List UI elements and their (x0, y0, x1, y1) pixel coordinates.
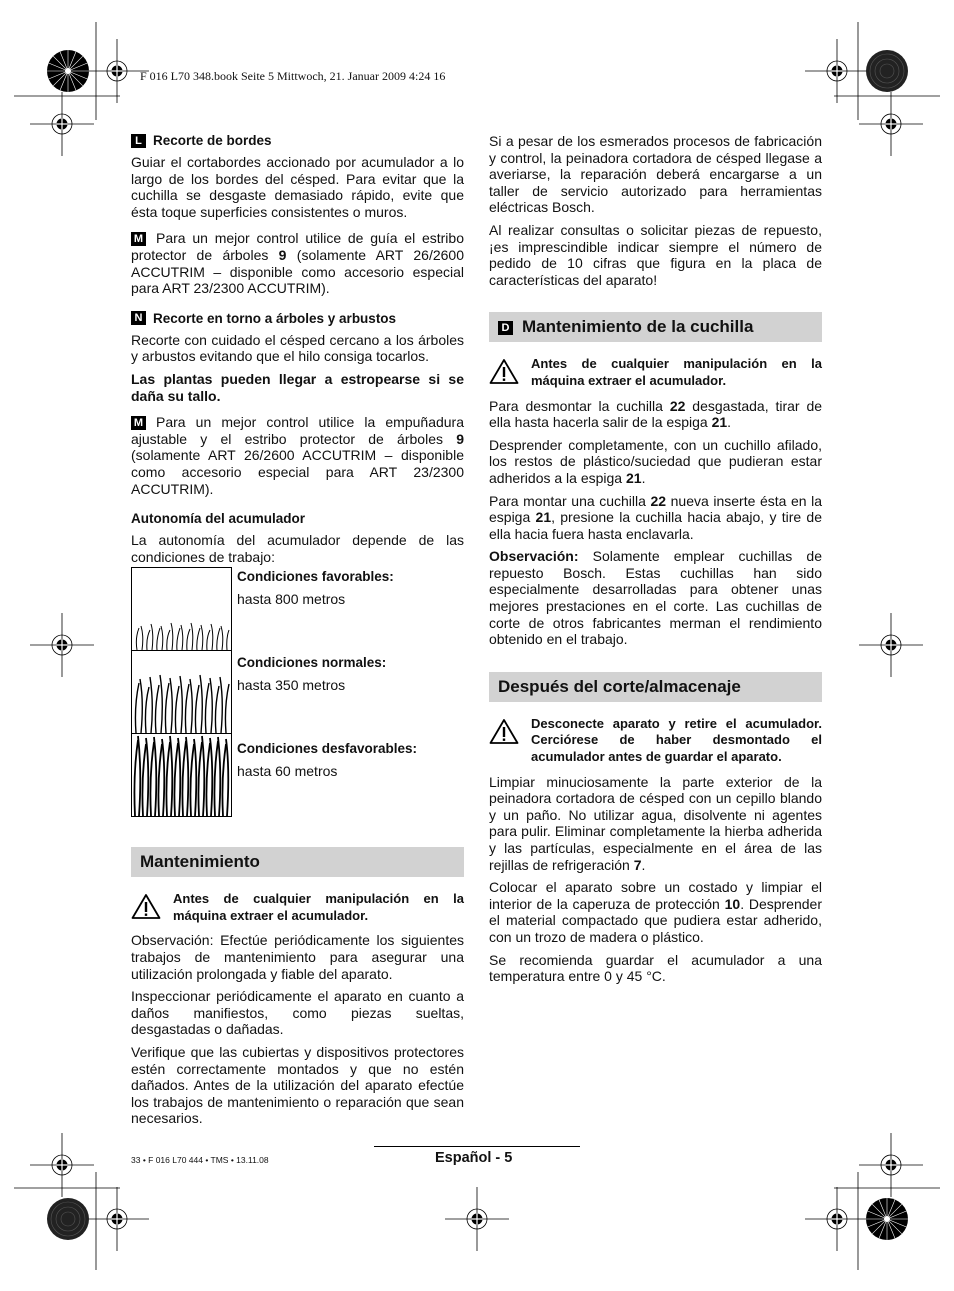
paragraph-colocar: Colocar el aparato sobre un costado y limpiar el interior de la caperuza de protección 10. Desprender el material compactado que pudiera estar adherido, con un trozo de madera o plástico. (489, 879, 822, 945)
paragraph-service: Si a pesar de los esmerados procesos de fabricación y control, la peinadora cortadora de césped llegase a averiarse, la reparación deberá encargarse a un taller de servicio autorizado para herramientas eléctricas Bosch. (489, 133, 822, 216)
paragraph-bordes: Guiar el cortabordes accionado por acumulador a lo largo de los bordes del césped. Para evitar que la cuchilla se desgaste demasiado rápido, evite que ésta toque superficies consistentes o muros. (131, 154, 464, 220)
paragraph-observacion: Observación: Solamente emplear cuchillas de repuesto Bosch. Estas cuchillas han sido especialmente desarrolladas para obtener unas mejores prestaciones en el corte. Las cuchillas de corte de otros fabricantes merman el rendimiento obtenido en el trabajo. (489, 548, 822, 648)
page-number: Español - 5 (435, 1150, 513, 1166)
subheading-recorte-arboles (131, 311, 464, 326)
figure-tag-d: D (498, 321, 513, 335)
warning-block (489, 356, 822, 389)
grass-illustrations (131, 567, 231, 825)
grass-short-icon (131, 567, 232, 650)
warning-text: Desconecte aparato y retire el acumulador. Cerciórese de haber desmontado el acumulador antes de guardar el aparato. (531, 715, 822, 765)
print-header: F 016 L70 348.book Seite 5 Mittwoch, 21. Januar 2009 4:24 16 (140, 69, 446, 83)
grass-tall-icon (131, 733, 232, 817)
left-column (131, 133, 464, 1133)
condition-normal: Condiciones normales: hasta 350 metros (237, 655, 387, 693)
subheading-text: Recorte de bordes (153, 133, 272, 148)
conditions-table (131, 567, 464, 825)
paragraph-autonomia: La autonomía del acumulador depende de las condiciones de trabajo: (131, 532, 464, 565)
paragraph-desmontar: Para desmontar la cuchilla 22 desgastada, tirar de ella hasta hacerla salir de la espiga 21. (489, 397, 823, 431)
conditions-list (237, 567, 464, 825)
subheading-text: Recorte en torno a árboles y arbustos (153, 310, 397, 326)
figure-tag-l: L (131, 134, 146, 148)
paragraph-mant-1: Observación: Efectúe periódicamente los siguientes trabajos de mantenimiento para asegurar una utilización prolongada y fiable del aparato. (131, 932, 464, 982)
warning-block (489, 716, 822, 766)
paragraph-limpiar: Limpiar minuciosamente la parte exterior de la peinadora cortadora de césped con un cepillo blando y un paño. No utilizar agua, disolvente ni agentes para pulir. Eliminar completamente la hierba adherida y las partículas, especialmente en el área de las rejillas de refrigeración 7. (489, 773, 822, 873)
warning-text: Antes de cualquier manipulación en la máquina extraer el acumulador. (531, 356, 822, 388)
grass-medium-icon (131, 650, 232, 733)
paragraph-arboles-warning: Las plantas pueden llegar a estropearse si se daña su tallo. (131, 370, 464, 404)
paragraph-m2: M Para un mejor control utilice la empuñadura ajustable y el estribo protector de árboles 9 (solamente ART 26/2600 ACCUTRIM – disponible como accesorio especial para ART 23/2300 ACCUTRIM). (131, 414, 464, 497)
warning-triangle-icon (489, 718, 519, 745)
figure-tag-n: N (131, 311, 146, 325)
subheading-autonomia: Autonomía del acumulador (131, 511, 306, 527)
footer-code: 33 • F 016 L70 444 • TMS • 13.11.08 (131, 1155, 269, 1165)
paragraph-arboles: Recorte con cuidado el césped cercano a los árboles y arbustos evitando que el hilo consiga tocarlos. (131, 331, 464, 365)
section-heading-cuchilla: D Mantenimiento de la cuchilla (489, 312, 822, 342)
paragraph-spare-parts: Al realizar consultas o solicitar piezas de repuesto, ¡es imprescindible indicar siempre el número de pedido de 10 cifras que figura en la placa de características del aparato! (489, 221, 822, 288)
condition-unfavorable: Condiciones desfavorables: hasta 60 metros (237, 741, 418, 779)
warning-triangle-icon (131, 893, 161, 920)
subheading-recorte-bordes (131, 133, 464, 148)
paragraph-mant-3: Verifique que las cubiertas y dispositivos protectores estén correctamente montados y que no estén dañados. Antes de la utilización del aparato efectúe los trabajos de mantenimiento o reparación que sean necesarios. (131, 1044, 464, 1127)
warning-triangle-icon (489, 358, 519, 385)
figure-tag-m: M (131, 232, 146, 246)
warning-text: Antes de cualquier manipulación en la máquina extraer el acumulador. (173, 891, 464, 923)
paragraph-guardar: Se recomienda guardar el acumulador a una temperatura entre 0 y 45 °C. (489, 951, 822, 985)
paragraph-montar: Para montar una cuchilla 22 nueva inserte ésta en la espiga 21, presione la cuchilla hacia abajo, y tire de ella hacia fuera hasta enclavarla. (489, 492, 823, 542)
section-heading-mantenimiento: Mantenimiento (131, 847, 464, 877)
paragraph-mant-2: Inspeccionar periódicamente el aparato en cuanto a daños manifiestos, como piezas sueltas, desgastadas o dañadas. (131, 988, 464, 1038)
condition-favorable: Condiciones favorables: hasta 800 metros (237, 569, 394, 607)
paragraph-desprender: Desprender completamente, con un cuchillo afilado, los restos de plástico/suciedad que pudieran estar adheridos a la espiga 21. (489, 436, 822, 486)
section-heading-despues: Después del corte/almacenaje (489, 672, 822, 702)
warning-block (131, 891, 464, 924)
paragraph-m1: M Para un mejor control utilice de guía el estribo protector de árboles 9 (solamente ART 26/2600 ACCUTRIM – disponible como accesorio especial para ART 23/2300 ACCUTRIM). (131, 230, 464, 297)
figure-tag-m: M (131, 416, 146, 430)
footer-divider (374, 1146, 580, 1147)
right-column (489, 133, 822, 991)
